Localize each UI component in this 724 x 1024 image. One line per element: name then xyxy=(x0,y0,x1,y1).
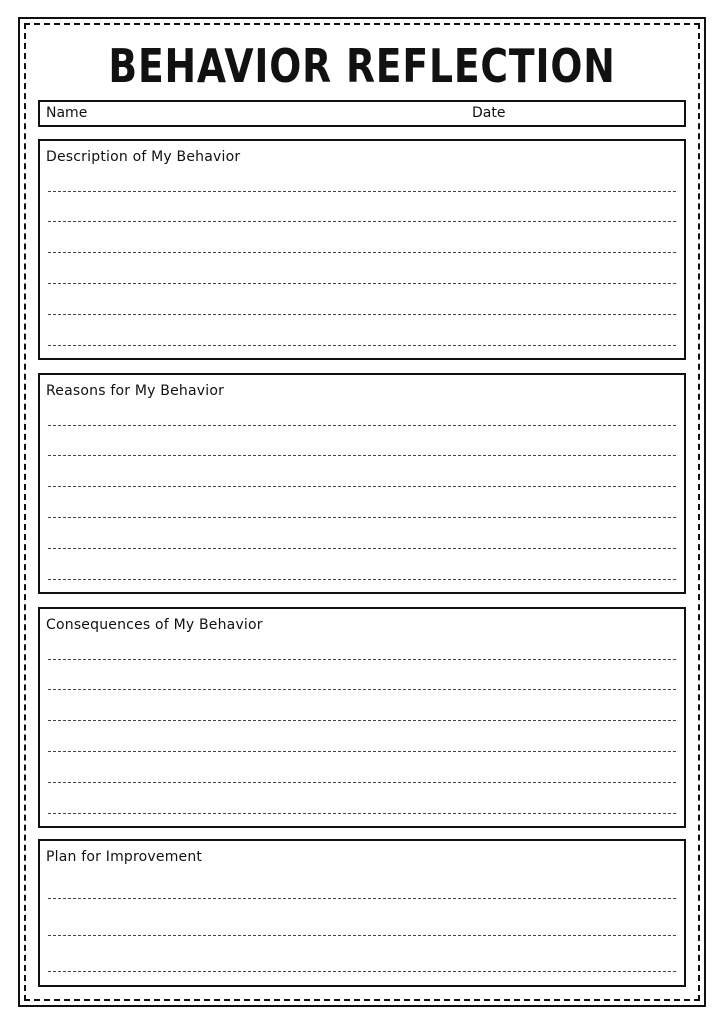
section-plan xyxy=(38,839,686,987)
section-consequences xyxy=(38,607,686,828)
writing-line[interactable] xyxy=(48,751,676,752)
writing-line[interactable] xyxy=(48,689,676,690)
name-label: Name xyxy=(46,105,88,121)
date-label: Date xyxy=(472,105,506,121)
writing-line[interactable] xyxy=(48,579,676,580)
writing-line[interactable] xyxy=(48,252,676,253)
section-plan-label: Plan for Improvement xyxy=(46,849,203,865)
writing-line[interactable] xyxy=(48,548,676,549)
writing-line[interactable] xyxy=(48,971,676,972)
writing-line[interactable] xyxy=(48,898,676,899)
writing-line[interactable] xyxy=(48,283,676,284)
writing-line[interactable] xyxy=(48,191,676,192)
writing-line[interactable] xyxy=(48,813,676,814)
writing-line[interactable] xyxy=(48,517,676,518)
writing-line[interactable] xyxy=(48,720,676,721)
writing-line[interactable] xyxy=(48,221,676,222)
writing-line[interactable] xyxy=(48,314,676,315)
writing-line[interactable] xyxy=(48,782,676,783)
page-title: BEHAVIOR REFLECTION xyxy=(108,39,616,93)
section-consequences-label: Consequences of My Behavior xyxy=(46,617,263,633)
section-reasons xyxy=(38,373,686,594)
name-date-field[interactable] xyxy=(38,100,686,127)
writing-line[interactable] xyxy=(48,455,676,456)
writing-line[interactable] xyxy=(48,935,676,936)
section-reasons-label: Reasons for My Behavior xyxy=(46,383,225,399)
writing-line[interactable] xyxy=(48,659,676,660)
writing-line[interactable] xyxy=(48,345,676,346)
writing-line[interactable] xyxy=(48,486,676,487)
section-description-label: Description of My Behavior xyxy=(46,149,241,165)
section-description xyxy=(38,139,686,360)
writing-line[interactable] xyxy=(48,425,676,426)
